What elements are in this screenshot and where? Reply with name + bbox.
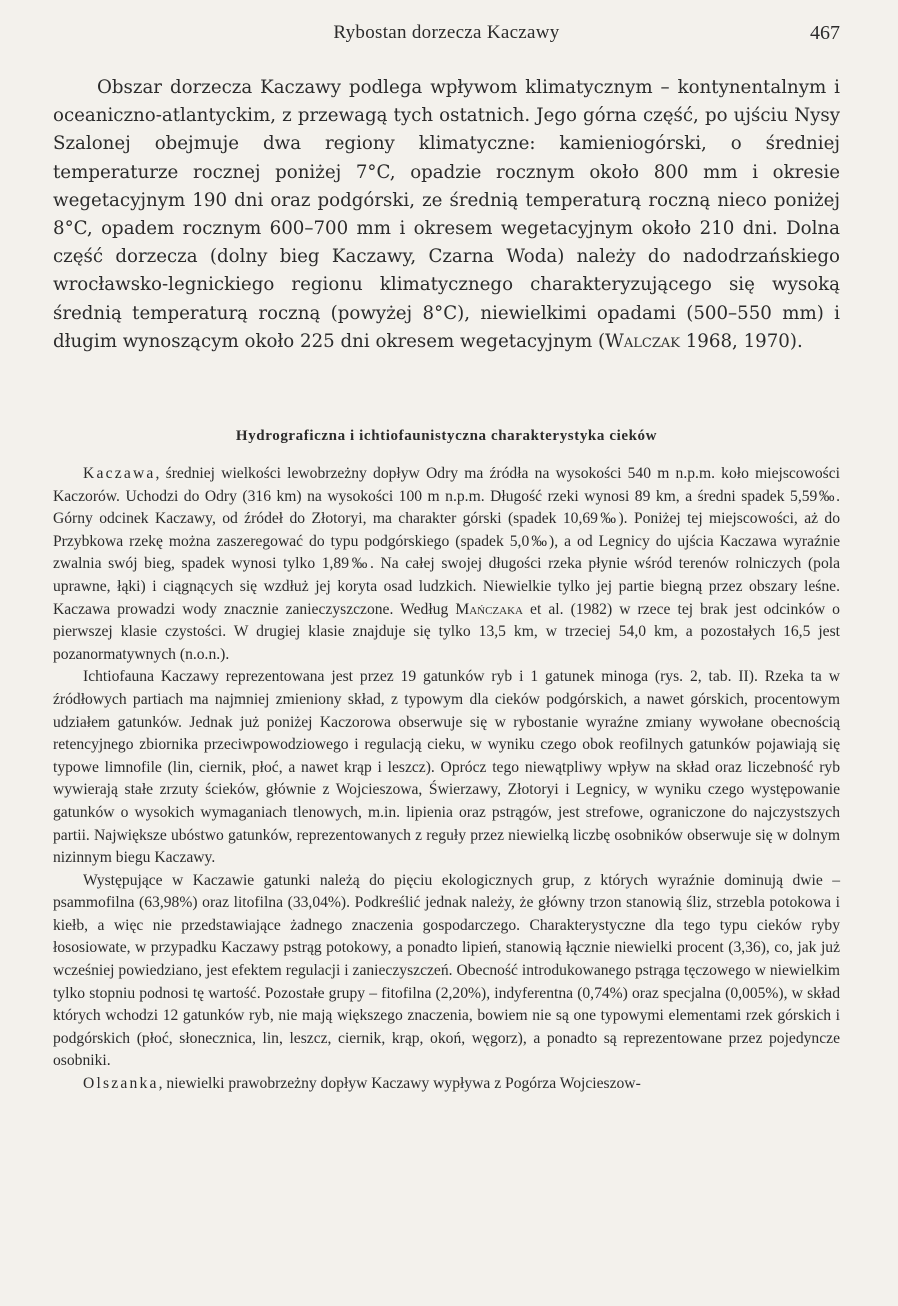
page-number: 467 — [810, 22, 840, 44]
river-name: Olszanka — [83, 1075, 159, 1093]
running-header — [53, 22, 840, 52]
paragraph-ecological-groups: Występujące w Kaczawie gatunki należą do pięciu ekologicznych grup, z których wyraźnie dominują dwie – psammofilna (63,98%) oraz litofilna (33,04%). Podkreślić jednak należy, że główny trzon stanowią śliz, strzebla potokowa i kiełb, a więc nie przedstawiające żadnego znaczenia gospodarczego. Charakterystyczne dla tego typu cieków ryby łososiowate, w przypadku Kaczawy pstrąg potokowy, a ponadto lipień, stanowią łącznie niewielki procent (3,36), co, jak już wcześniej powiedziano, jest efektem regulacji i zanieczyszczeń. Obecność introdukowanego pstrąga tęczowego w niewielkim tylko stopniu podnosi tę wartość. Pozostałe grupy – fitofilna (2,20%), indyferentna (0,74%) oraz specjalna (0,005%), w skład których wchodzi 12 gatunków ryb, nie mają większego znaczenia, bowiem nie są one typowymi elementami rzek górskich i podgórskich (płoć, słonecznica, lin, leszcz, ciernik, krąp, okoń, węgorz), a ponadto są reprezentowane przez pojedyncze osobniki. — [53, 871, 840, 1070]
paragraph-olszanka — [53, 1073, 840, 1096]
author-citation: Walczak — [605, 330, 680, 352]
intro-text-end: 1968, 1970). — [679, 330, 803, 352]
river-name: Kaczawa — [83, 465, 156, 482]
author-citation: Mańczaka — [455, 600, 523, 618]
paragraph-text: , średniej wielkości lewobrzeżny dopływ Odry ma źródła na wysokości 540 m n.p.m. koło miejscowości Kaczorów. Uchodzi do Odry (316 km) na wysokości 100 m n.p.m. Długość rzeki wynosi 89 km, a średni spadek 5,59‰. Górny odcinek Kaczawy, od źródeł do Złotoryi, ma charakter górski (spadek 10,69‰). Poniżej tej miejscowości, aż do Przybkowa rzekę można zaszeregować do typu podgórskiego (spadek 5,0‰), a od Legnicy do ujścia Kaczawa wyraźnie zwalnia swój bieg, spadek wynosi tylko 1,89‰. Na całej swojej długości rzeka płynie wśród terenów rolniczych (pola uprawne, łąki) i ciągnących się wzdłuż jej koryta osad ludzkich. Niewielkie tylko jej partie biegną przez obszary leśne. Kaczawa prowadzi wody znacznie zanieczyszczone. Według — [53, 465, 840, 618]
section-body — [53, 463, 840, 1096]
intro-paragraph — [53, 74, 840, 356]
running-title: Rybostan dorzecza Kaczawy — [333, 22, 560, 43]
intro-text: Obszar dorzecza Kaczawy podlega wpływom klimatycznym – kontynentalnym i oceaniczno-atlantyckim, z przewagą tych ostatnich. Jego górna część, po ujściu Nysy Szalonej obejmuje dwa regiony klimatyczne: kamieniogórski, o średniej temperaturze rocznej poniżej 7°C, opadzie rocznym około 800 mm i okresie wegetacyjnym 190 dni oraz podgórski, ze średnią temperaturą roczną nieco poniżej 8°C, opadem rocznym 600–700 mm i okresem wegetacyjnym około 210 dni. Dolna część dorzecza (dolny bieg Kaczawy, Czarna Woda) należy do nadodrzańskiego wrocławsko-legnickiego regionu klimatycznego charakteryzującego się wysoką średnią temperaturą roczną (powyżej 8°C), niewielkimi opadami (500–550 mm) i długim wynoszącym około 225 dni okresem wegetacyjnym ( — [53, 77, 840, 352]
paragraph-text: , niewielki prawobrzeżny dopływ Kaczawy wypływa z Pogórza Wojcieszow- — [158, 1075, 641, 1093]
paragraph-ichtiofauna: Ichtiofauna Kaczawy reprezentowana jest przez 19 gatunków ryb i 1 gatunek minoga (rys. 2, tab. II). Rzeka ta w źródłowych partiach ma najmniej zmieniony skład, z typowym dla cieków podgórskich, a nawet górskich, procentowym udziałem gatunków. Jednak już poniżej Kaczorowa obserwuje się w rybostanie wyraźne zmiany wywołane obecnością retencyjnego zbiornika przeciwpowodziowego i regulacją cieku, w wyniku czego obok reofilnych gatunków pojawiają się typowe limnofile (lin, ciernik, płoć, a nawet krąp i leszcz). Oprócz tego niewątpliwy wpływ na skład oraz liczebność ryb wywierają stałe zrzuty ścieków, głównie z Wojcieszowa, Świerzawy, Złotoryi i Legnicy, w wyniku czego występowanie gatunków o wysokich wymaganiach tlenowych, m.in. lipienia oraz pstrągów, jest strefowe, ograniczone do najczystszych partii. Największe ubóstwo gatunków, reprezentowanych z reguły przez niewielką liczbę osobników obserwuje się w dolnym nizinnym biegu Kaczawy. — [53, 668, 840, 867]
paragraph-kaczawa — [53, 463, 840, 666]
section-heading: Hydrograficzna i ichtiofaunistyczna charakterystyka cieków — [235, 428, 658, 444]
paragraph-text: et al. (1982) w rzece tej brak jest odcinków o pierwszej klasie czystości. W drugiej klasie znajduje się tylko 13,5 km, w trzeciej 54,0 km, a pozostałych 16,5 jest pozanormatywnych (n.o.n.). — [53, 600, 840, 663]
